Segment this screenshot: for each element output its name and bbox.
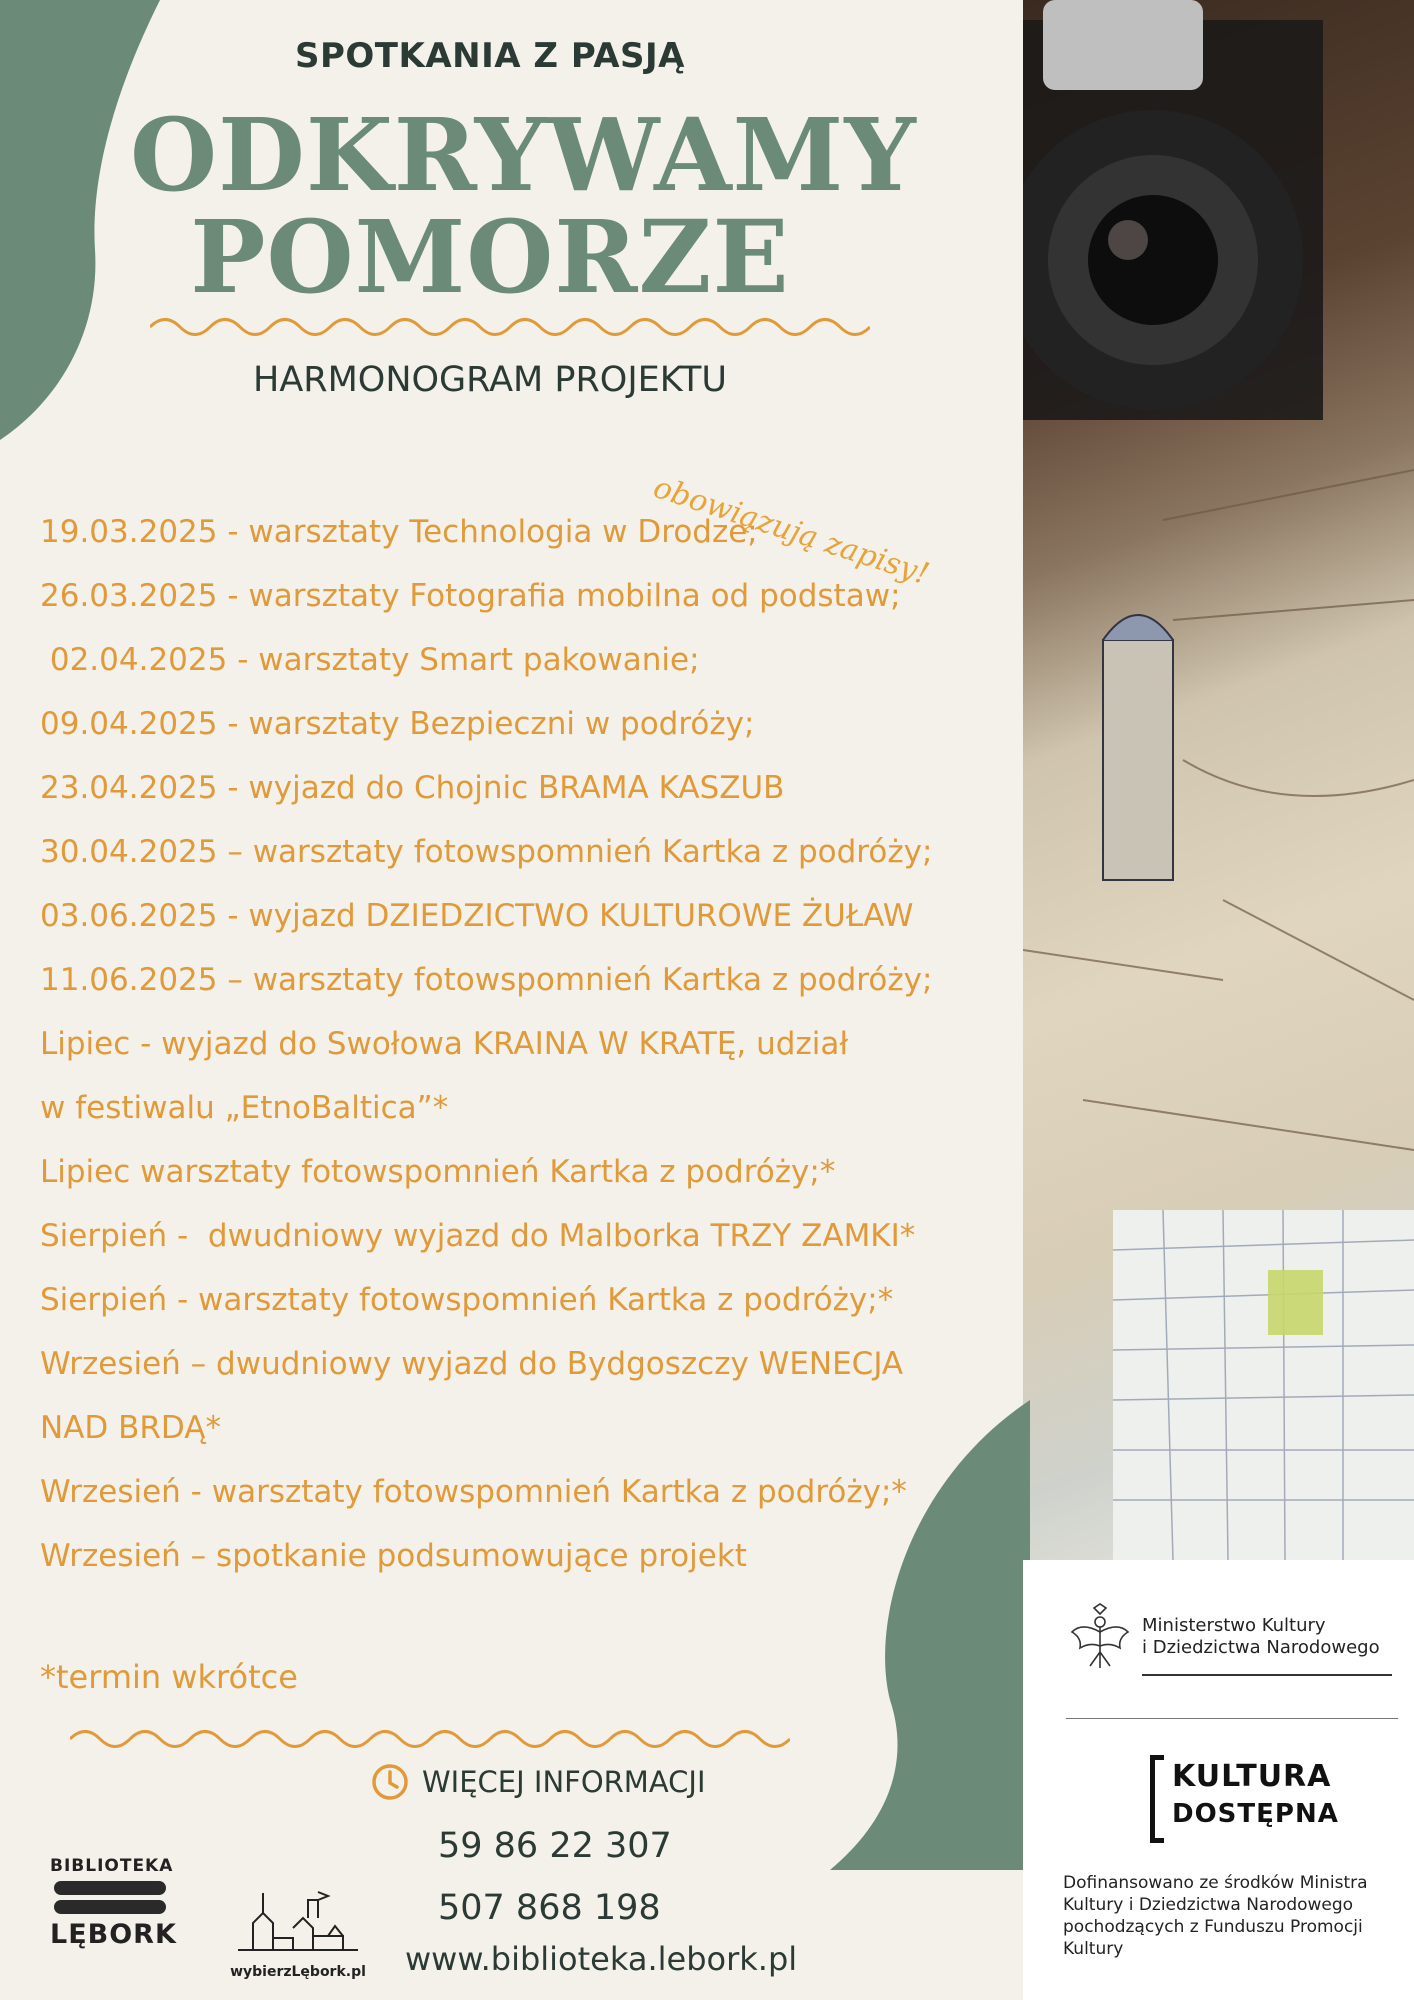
kd-line2: DOSTĘPNA [1172,1799,1339,1829]
kd-line1: KULTURA [1172,1759,1332,1794]
town-skyline-icon [233,1888,363,1958]
schedule-item: 19.03.2025 - warsztaty Technologia w Drodze; [40,514,758,550]
schedule-item: Sierpień - warsztaty fotowspomnień Kartka z podróży;* [40,1282,894,1318]
library-logo [50,1856,177,1950]
footnote: *termin wkrótce [40,1658,298,1696]
sponsor-divider [1066,1718,1398,1719]
schedule-item: 02.04.2025 - warsztaty Smart pakowanie; [40,642,700,678]
schedule-item: 09.04.2025 - warsztaty Bezpieczni w podróży; [40,706,755,742]
phone-number-2[interactable]: 507 868 198 [438,1888,661,1928]
website-link[interactable]: www.biblioteka.lebork.pl [405,1940,798,1978]
eagle-emblem-icon [1068,1602,1132,1672]
schedule-item: Wrzesień - warsztaty fotowspomnień Kartka z podróży;* [40,1474,907,1510]
schedule-item: 03.06.2025 - wyjazd DZIEDZICTWO KULTUROWE ŻUŁAW [40,898,914,934]
main-title-line2: POMORZE [190,198,790,316]
schedule-item: w festiwalu „EtnoBaltica”* [40,1090,449,1126]
more-info-label: WIĘCEJ INFORMACJI [422,1765,706,1799]
registration-note: obowiązują zapisy! [649,470,934,593]
schedule-item: NAD BRDĄ* [40,1410,221,1446]
top-wave-divider [150,312,870,342]
schedule-list [40,500,1000,1588]
kultura-dostepna-logo [1150,1755,1339,1845]
town-logo [218,1888,378,1980]
library-logo-bar [54,1900,166,1914]
kd-bracket [1150,1755,1164,1843]
travel-photo [1023,0,1414,1560]
more-info [370,1762,706,1802]
ministry-underline [1142,1674,1392,1676]
schedule-item: Lipiec warsztaty fotowspomnień Kartka z podróży;* [40,1154,836,1190]
event-series-label: SPOTKANIA Z PASJĄ [295,36,685,76]
schedule-item: Wrzesień – spotkanie podsumowujące projekt [40,1538,747,1574]
ministry-logo [1068,1602,1398,1672]
bottom-wave-divider [70,1724,790,1754]
library-logo-top: BIBLIOTEKA [50,1856,174,1876]
schedule-item: 11.06.2025 – warsztaty fotowspomnień Kartka z podróży; [40,962,933,998]
library-logo-bottom: LĘBORK [50,1919,177,1950]
main-title-line1: ODKRYWAMY [130,96,917,214]
schedule-item: Sierpień - dwudniowy wyjazd do Malborka TRZY ZAMKI* [40,1218,916,1254]
schedule-item: 30.04.2025 – warsztaty fotowspomnień Kartka z podróży; [40,834,933,870]
phone-number-1[interactable]: 59 86 22 307 [438,1826,672,1866]
clock-icon [370,1762,410,1802]
ministry-name-line2: i Dziedzictwa Narodowego [1142,1637,1380,1658]
library-logo-bar [54,1881,166,1895]
schedule-item: Wrzesień – dwudniowy wyjazd do Bydgoszczy WENECJA [40,1346,904,1382]
schedule-heading: HARMONOGRAM PROJEKTU [253,360,727,400]
funding-statement: Dofinansowano ze środków Ministra Kultury i Dziedzictwa Narodowego pochodzących z Funduszu Promocji Kultury [1063,1873,1368,1959]
schedule-item: Lipiec - wyjazd do Swołowa KRAINA W KRATĘ, udział [40,1026,849,1062]
schedule-item: 23.04.2025 - wyjazd do Chojnic BRAMA KASZUB [40,770,785,806]
ministry-name-line1: Ministerstwo Kultury [1142,1615,1326,1636]
schedule-item: 26.03.2025 - warsztaty Fotografia mobilna od podstaw; [40,578,901,614]
town-logo-text: wybierzLębork.pl [230,1964,366,1980]
